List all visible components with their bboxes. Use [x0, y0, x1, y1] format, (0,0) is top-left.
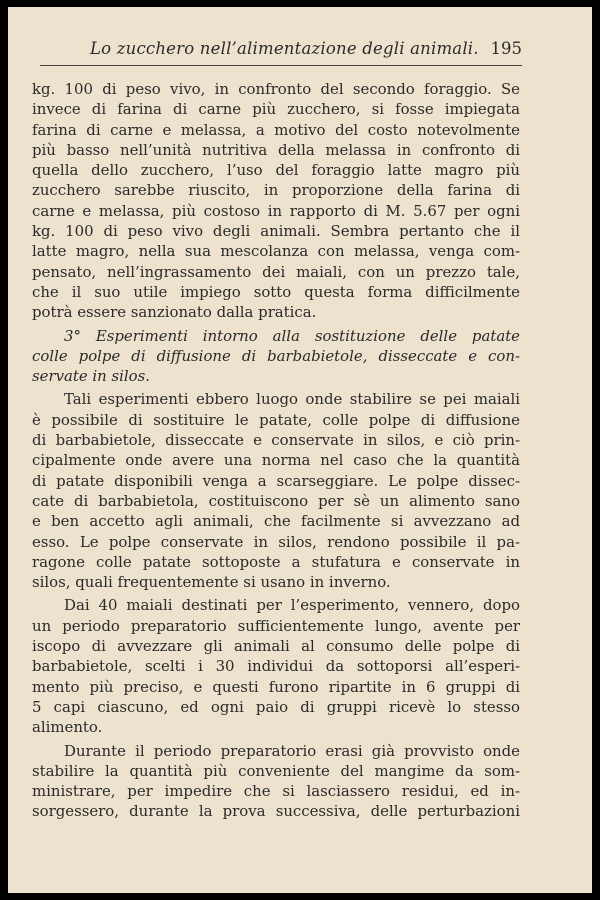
- text-line: zucchero sarebbe riuscito, in proporzione della farina di: [32, 181, 520, 200]
- body-paragraph: [32, 389, 520, 592]
- text-line: servate in silos.: [32, 367, 150, 386]
- text-line: Dai 40 maiali destinati per l’esperimento, vennero, dopo: [64, 596, 520, 615]
- text-line: pensato, nell’ingrassamento dei maiali, con un prezzo tale,: [32, 262, 520, 281]
- text-line: potrà essere sanzionato dalla pratica.: [32, 303, 317, 322]
- book-page: [8, 7, 592, 893]
- text-line: kg. 100 di peso vivo, in confronto del secondo foraggio. Se: [32, 80, 520, 98]
- text-line: un periodo preparatorio sufficientemente lungo, avente per: [32, 616, 520, 635]
- text-line: di patate disponibili venga a scarseggiare. Le polpe dissec-: [32, 471, 520, 490]
- text-line: più basso nell’unità nutritiva della melassa in confronto di: [32, 140, 520, 159]
- text-line: mento più preciso, e questi furono ripartite in 6 gruppi di: [32, 677, 520, 696]
- text-line: stabilire la quantità più conveniente del mangime da som-: [32, 761, 520, 780]
- text-line: latte magro, nella sua mescolanza con melassa, venga com-: [32, 242, 520, 261]
- text-line: farina di carne e melassa, a motivo del costo notevolmente: [32, 120, 520, 139]
- text-line: e ben accetto agli animali, che facilmente si avvezzano ad: [32, 512, 520, 531]
- text-line: 5 capi ciascuno, ed ogni paio di gruppi ricevè lo stesso: [32, 697, 520, 716]
- text-line: Tali esperimenti ebbero luogo onde stabilire se pei maiali: [64, 390, 520, 409]
- text-line: invece di farina di carne più zucchero, si fosse impiegata: [32, 100, 520, 119]
- text-line: ragone colle patate sottoposte a stufatura e conservate in: [32, 552, 520, 571]
- text-line: alimento.: [32, 718, 103, 737]
- text-line: che il suo utile impiego sotto questa forma difficilmente: [32, 282, 520, 301]
- text-line: è possibile di sostituire le patate, colle polpe di diffusione: [32, 410, 520, 429]
- body-paragraph: [32, 741, 520, 822]
- text-line: barbabietole, scelti i 30 individui da sottoporsi all’esperi-: [32, 657, 520, 676]
- text-line: kg. 100 di peso vivo degli animali. Sembra pertanto che il: [32, 222, 520, 241]
- running-header-title: Lo zucchero nell’alimentazione degli animali.: [90, 39, 479, 58]
- text-line: di barbabietole, disseccate e conservate in silos, e ciò prin-: [32, 431, 520, 450]
- text-line: cate di barbabietola, costituiscono per sè un alimento sano: [32, 491, 520, 510]
- text-line: silos, quali frequentemente si usano in inverno.: [32, 573, 391, 592]
- text-line: Durante il periodo preparatorio erasi già provvisto onde: [64, 741, 520, 760]
- text-line: colle polpe di diffusione di barbabietole, disseccate e con-: [32, 346, 520, 365]
- page-body-text: [32, 79, 520, 822]
- text-line: quella dello zucchero, l’uso del foraggio latte magro più: [32, 161, 520, 180]
- body-paragraph: [32, 79, 520, 323]
- text-line: carne e melassa, più costoso in rapporto di M. 5.67 per ogni: [32, 201, 520, 220]
- text-line: esso. Le polpe conservate in silos, rendono possibile il pa-: [32, 532, 520, 551]
- page-number: 195: [490, 39, 522, 58]
- text-line: iscopo di avvezzare gli animali al consumo delle polpe di: [32, 637, 520, 656]
- section-heading-paragraph: [32, 326, 520, 387]
- text-line: cipalmente onde avere una norma nel caso che la quantità: [32, 451, 520, 470]
- text-line: 3° Esperimenti intorno alla sostituzione delle patate: [64, 326, 520, 345]
- text-line: sorgessero, durante la prova successiva, delle perturbazioni: [32, 802, 520, 821]
- running-header: [40, 35, 522, 66]
- text-line: ministrare, per impedire che si lasciassero residui, ed in-: [32, 782, 520, 801]
- body-paragraph: [32, 595, 520, 737]
